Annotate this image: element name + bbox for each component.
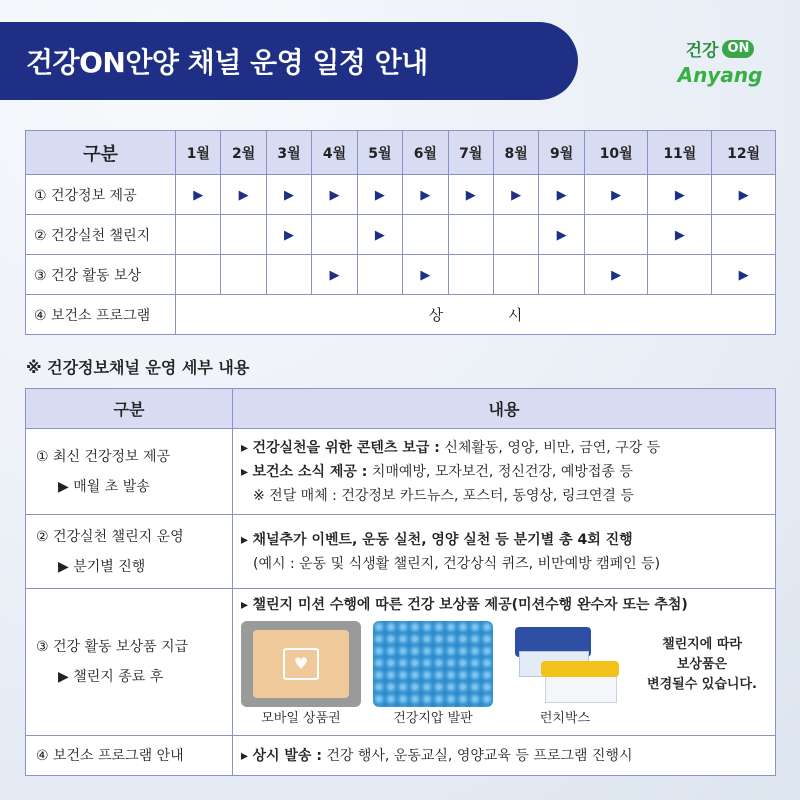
detail-row [26, 515, 776, 589]
logo-subtext: Anyang [677, 63, 763, 87]
play-triangle-icon: ▶ [238, 187, 249, 203]
content-line: ▸ 건강실천을 위한 콘텐츠 보급 : 신체활동, 영양, 비만, 금연, 구강 등 [241, 439, 661, 456]
play-triangle-icon: ▶ [374, 227, 385, 243]
month-header: 4월 [312, 131, 357, 175]
detail-header-category: 구분 [26, 389, 233, 429]
reward-item [505, 621, 625, 731]
month-header: 12월 [712, 131, 776, 175]
content-line: ▸ 챌린지 미션 수행에 따른 건강 보상품 제공(미션수행 완수자 또는 추첨) [241, 597, 688, 613]
schedule-row [26, 175, 776, 215]
play-triangle-icon: ▶ [329, 267, 340, 283]
month-header: 8월 [493, 131, 538, 175]
acupressure-mat-icon [373, 621, 493, 707]
detail-row [26, 589, 776, 736]
month-header: 11월 [648, 131, 712, 175]
detail-category-sub: ▶ 챌린지 종료 후 [58, 669, 164, 685]
play-triangle-icon: ▶ [738, 267, 749, 283]
title-banner [0, 22, 578, 100]
month-header: 3월 [266, 131, 311, 175]
gift-icon: ♥ [241, 621, 361, 707]
schedule-cell [266, 255, 311, 295]
schedule-marker [266, 215, 311, 255]
content-note: (예시 : 운동 및 식생활 챌린지, 건강상식 퀴즈, 비만예방 캠페인 등) [253, 555, 661, 572]
play-triangle-icon: ▶ [420, 267, 431, 283]
lunchbox-icon [505, 621, 625, 707]
schedule-marker [403, 255, 448, 295]
schedule-marker [448, 175, 493, 215]
schedule-marker [312, 175, 357, 215]
schedule-row [26, 215, 776, 255]
schedule-table [25, 130, 776, 335]
schedule-marker [176, 175, 221, 215]
schedule-cell [493, 215, 538, 255]
schedule-cell [403, 215, 448, 255]
play-triangle-icon: ▶ [674, 227, 685, 243]
schedule-marker [584, 255, 648, 295]
detail-header-row [26, 389, 776, 429]
schedule-marker [403, 175, 448, 215]
logo-text: 건강 [685, 41, 719, 61]
play-triangle-icon: ▶ [329, 187, 340, 203]
month-header: 9월 [539, 131, 584, 175]
detail-table [25, 388, 776, 776]
schedule-cell [493, 255, 538, 295]
schedule-marker [539, 175, 584, 215]
schedule-marker [221, 175, 266, 215]
schedule-marker [648, 175, 712, 215]
schedule-cell [584, 215, 648, 255]
detail-category-title: ② 건강실천 챌린지 운영 [36, 528, 184, 545]
month-header: 6월 [403, 131, 448, 175]
detail-category-title: ④ 보건소 프로그램 안내 [36, 747, 184, 764]
month-header: 10월 [584, 131, 648, 175]
schedule-cell [448, 215, 493, 255]
schedule-marker [712, 255, 776, 295]
reward-item [373, 621, 493, 731]
detail-category [26, 515, 233, 589]
schedule-row-label: ① 건강정보 제공 [26, 175, 176, 215]
month-header: 2월 [221, 131, 266, 175]
schedule-marker [312, 255, 357, 295]
detail-category [26, 429, 233, 515]
schedule-marker [493, 175, 538, 215]
always-value: 상 시 [176, 295, 776, 335]
section-title: ※ 건강정보채널 운영 세부 내용 [26, 358, 250, 377]
schedule-row-label: ③ 건강 활동 보상 [26, 255, 176, 295]
schedule-cell [712, 215, 776, 255]
schedule-marker [266, 175, 311, 215]
schedule-marker [357, 175, 402, 215]
schedule-cell [221, 215, 266, 255]
schedule-marker [357, 215, 402, 255]
reward-caption: 건강지압 발판 [393, 711, 473, 726]
anyang-logo [665, 36, 775, 96]
reward-item [241, 621, 361, 731]
detail-row [26, 736, 776, 776]
schedule-cell [448, 255, 493, 295]
content-line: ▸ 보건소 소식 제공 : 치매예방, 모자보건, 정신건강, 예방접종 등 [241, 463, 633, 480]
month-header: 5월 [357, 131, 402, 175]
detail-row [26, 429, 776, 515]
play-triangle-icon: ▶ [674, 187, 685, 203]
play-triangle-icon: ▶ [738, 187, 749, 203]
play-triangle-icon: ▶ [284, 227, 295, 243]
play-triangle-icon: ▶ [611, 267, 622, 283]
detail-content [233, 736, 776, 776]
schedule-row-always [26, 295, 776, 335]
schedule-cell [357, 255, 402, 295]
schedule-row-label: ④ 보건소 프로그램 [26, 295, 176, 335]
play-triangle-icon: ▶ [611, 187, 622, 203]
page-title: 건강ON안양 채널 운영 일정 안내 [26, 46, 428, 79]
detail-category-sub: ▶ 매월 초 발송 [58, 478, 150, 495]
play-triangle-icon: ▶ [374, 187, 385, 203]
detail-category-sub: ▶ 분기별 진행 [58, 558, 146, 575]
play-triangle-icon: ▶ [465, 187, 476, 203]
play-triangle-icon: ▶ [193, 187, 204, 203]
schedule-marker [584, 175, 648, 215]
detail-content [233, 429, 776, 515]
content-line: ▸ 상시 발송 : 건강 행사, 운동교실, 영양교육 등 프로그램 진행시 [241, 747, 633, 764]
content-note: ※ 전달 매체 : 건강정보 카드뉴스, 포스터, 동영상, 링크연결 등 [253, 487, 634, 504]
detail-header-content: 내용 [233, 389, 776, 429]
reward-caption: 런치박스 [539, 711, 591, 726]
logo-on-badge: ON [722, 40, 754, 58]
reward-images [241, 621, 767, 731]
reward-note: 챌린지에 따라 보상품은 변경될수 있습니다. [647, 637, 757, 692]
month-header: 7월 [448, 131, 493, 175]
schedule-row [26, 255, 776, 295]
schedule-marker [712, 175, 776, 215]
play-triangle-icon: ▶ [556, 227, 567, 243]
detail-category [26, 589, 233, 736]
play-triangle-icon: ▶ [420, 187, 431, 203]
detail-content [233, 515, 776, 589]
schedule-header-row [26, 131, 776, 175]
schedule-cell [176, 215, 221, 255]
schedule-cell [312, 215, 357, 255]
content-line: ▸ 채널추가 이벤트, 운동 실천, 영양 실천 등 분기별 총 4회 진행 [241, 531, 633, 548]
detail-category-title: ③ 건강 활동 보상품 지급 [36, 639, 189, 655]
schedule-cell [176, 255, 221, 295]
schedule-cell [221, 255, 266, 295]
play-triangle-icon: ▶ [511, 187, 522, 203]
schedule-row-label: ② 건강실천 챌린지 [26, 215, 176, 255]
detail-category [26, 736, 233, 776]
reward-caption: 모바일 상품권 [261, 711, 341, 726]
schedule-header-category: 구분 [26, 131, 176, 175]
detail-category-title: ① 최신 건강정보 제공 [36, 448, 171, 465]
play-triangle-icon: ▶ [556, 187, 567, 203]
schedule-cell [539, 255, 584, 295]
detail-content [233, 589, 776, 736]
schedule-cell [648, 255, 712, 295]
schedule-marker [648, 215, 712, 255]
schedule-marker [539, 215, 584, 255]
month-header: 1월 [176, 131, 221, 175]
play-triangle-icon: ▶ [284, 187, 295, 203]
